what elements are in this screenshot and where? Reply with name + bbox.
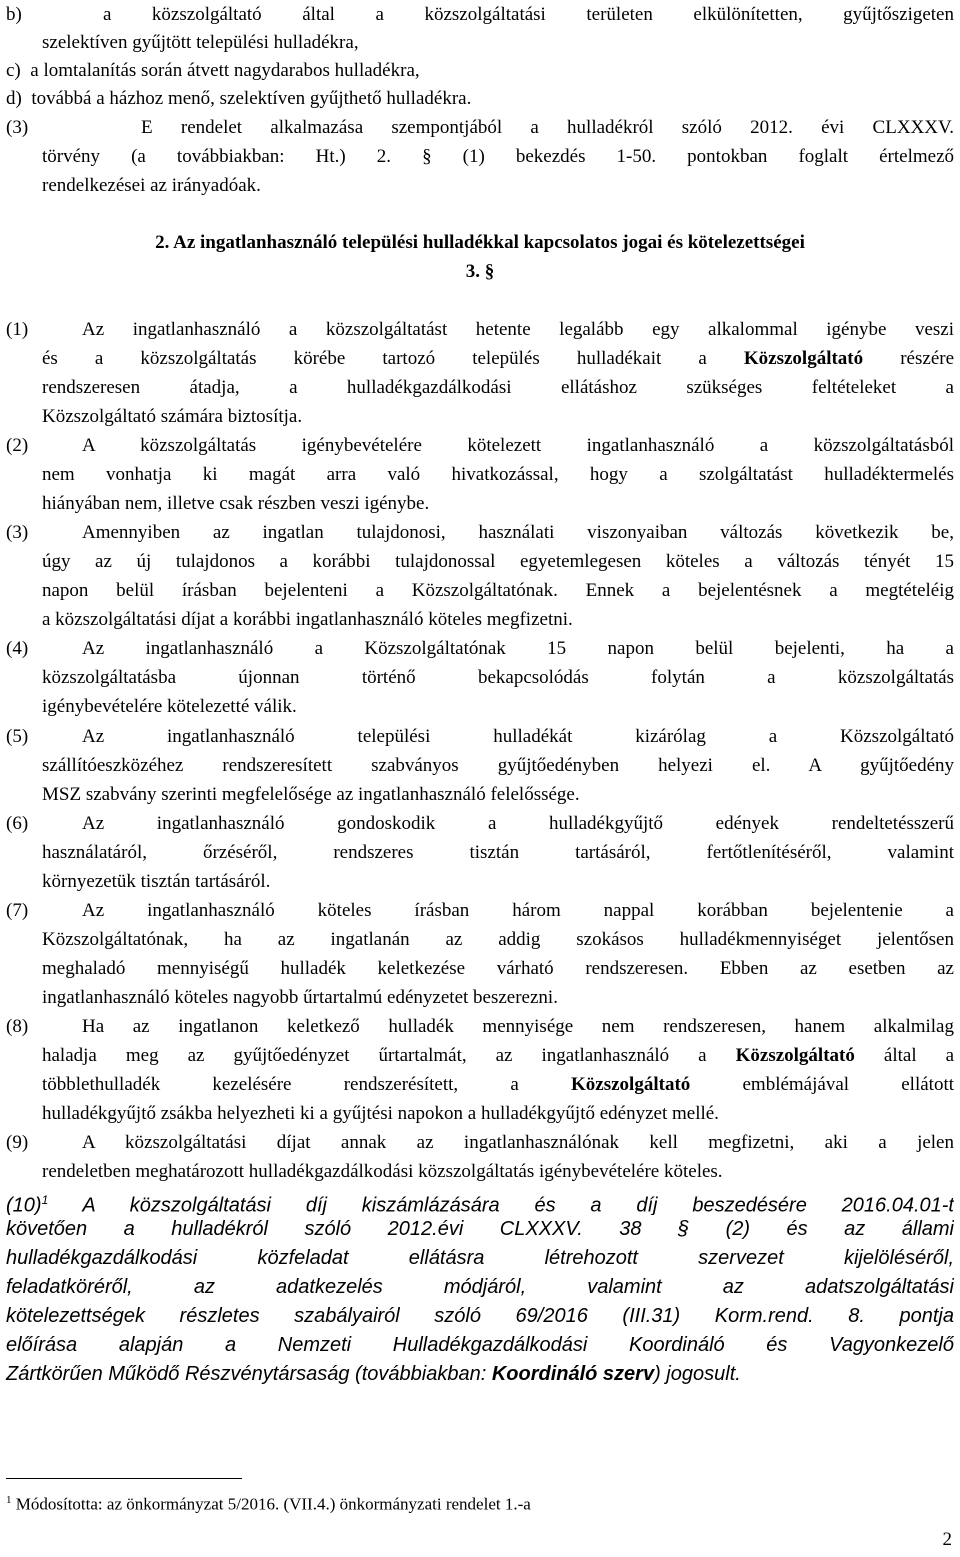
para-number: (7) — [6, 900, 29, 921]
para8-line2: haladja meg az gyűjtőedényzet űrtartalmát, az ingatlanhasználó a Közszolgáltató által a — [42, 1045, 954, 1066]
paragraph-3-line2: törvény (a továbbiakban: Ht.) 2. § (1) bekezdés 1-50. pontokban foglalt értelmező — [42, 146, 954, 167]
para6-line1: Az ingatlanhasználó gondoskodik a hulladékgyűjtő edények rendeltetésszerű — [82, 813, 954, 834]
footnote-mark: 1 — [6, 1494, 12, 1506]
para3-line3: napon belül írásban bejelenteni a Közszolgáltatónak. Ennek a bejelentésnek a megtételéig — [42, 580, 954, 601]
para10-line1: $(10)^1$ A közszolgáltatási díj kiszámlázására és a díj beszedésére 2016.04.01-t — [6, 1193, 954, 1215]
list-item-c: c) a lomtalanítás során átvett nagydarabos hulladékra, — [6, 60, 420, 81]
para1-line1: Az ingatlanhasználó a közszolgáltatást hetente legalább egy alkalommal igénybe veszi — [82, 319, 954, 340]
para3-line2: úgy az új tulajdonos a korábbi tulajdonossal egyetemlegesen köteles a változás tényét 15 — [42, 551, 954, 572]
para5-line3: MSZ szabvány szerinti megfelelősége az ingatlanhasználó felelőssége. — [42, 784, 580, 805]
para10-line5: kötelezettségek részletes szabályairól szóló 69/2016 (III.31) Korm.rend. 8. pontja — [6, 1305, 954, 1327]
para10-line6: előírása alapján a Nemzeti Hulladékgazdálkodási Koordináló és Vagyonkezelő — [6, 1334, 954, 1356]
list-item-d: d) továbbá a házhoz menő, szelektíven gyűjthető hulladékra. — [6, 88, 472, 109]
para5-line1: Az ingatlanhasználó települési hulladékát kizárólag a Közszolgáltató — [82, 726, 954, 747]
para2-line3: hiányában nem, illetve csak részben veszi igénybe. — [42, 493, 430, 514]
para-number: (6) — [6, 813, 29, 834]
para10-line7: Zártkörűen Működő Részvénytársaság (továbbiakban: Koordináló szerv) jogosult. — [6, 1363, 741, 1385]
para1-line3: rendszeresen átadja, a hulladékgazdálkodási ellátáshoz szükséges feltételeket a — [42, 377, 954, 398]
para6-line3: környezetük tisztán tartásáról. — [42, 871, 271, 892]
para10-line2: követően a hulladékról szóló 2012.évi CLXXXV. 38 § (2) és az állami — [6, 1218, 954, 1240]
para1-line4: Közszolgáltató számára biztosítja. — [42, 406, 303, 427]
para-number: (2) — [6, 435, 29, 456]
para10-line4: feladatköréről, az adatkezelés módjáról, valamint az adatszolgáltatási — [6, 1276, 954, 1298]
para7-line1: Az ingatlanhasználó köteles írásban három nappal korábban bejelentenie a — [82, 900, 954, 921]
paragraph-3-line3: rendelkezései az irányadóak. — [42, 175, 261, 196]
para4-line1: Az ingatlanhasználó a Közszolgáltatónak 15 napon belül bejelenti, ha a — [82, 638, 954, 659]
footnote: $^1$ Módosította: az önkormányzat 5/2016. (VII.4.) önkormányzati rendelet 1.-a — [6, 1494, 531, 1514]
footnote-ref: 1 — [41, 1193, 49, 1207]
para4-line2: közszolgáltatásba újonnan történő bekapcsolódás folytán a közszolgáltatás — [42, 667, 954, 688]
footnote-separator — [6, 1478, 242, 1479]
paragraph-3-line1: (3) E rendelet alkalmazása szempontjából a hulladékról szóló 2012. évi CLXXXV. — [6, 117, 954, 138]
para3-line4: a közszolgáltatási díjat a korábbi ingatlanhasználó köteles megfizetni. — [42, 609, 573, 630]
para-number: (3) — [6, 522, 29, 543]
section-number: 3. § — [465, 261, 495, 282]
para6-line2: használatáról, őrzéséről, rendszeres tisztán tartásáról, fertőtlenítéséről, valamint — [42, 842, 954, 863]
para3-line1: Amennyiben az ingatlan tulajdonosi, használati viszonyaiban változás következik be, — [82, 522, 954, 543]
para9-line1: A közszolgáltatási díjat annak az ingatlanhasználónak kell megfizetni, aki a jelen — [82, 1132, 954, 1153]
para4-line3: igénybevételére kötelezetté válik. — [42, 696, 297, 717]
para2-line2: nem vonhatja ki magát arra való hivatkozással, hogy a szolgáltatást hulladéktermelés — [42, 464, 954, 485]
para8-line4: hulladékgyűjtő zsákba helyezheti ki a gyűjtési napokon a hulladékgyűjtő edényzet mellé. — [42, 1103, 719, 1124]
para5-line2: szállítóeszközéhez rendszeresített szabványos gyűjtőedényben helyezi el. A gyűjtőedény — [42, 755, 954, 776]
list-item-b-cont: szelektíven gyűjtött települési hulladékra, — [42, 32, 359, 53]
para7-line2: Közszolgáltatónak, ha az ingatlanán az addig szokásos hulladékmennyiséget jelentősen — [42, 929, 954, 950]
para10-line3: hulladékgazdálkodási közfeladat ellátásra létrehozott szervezet kijelöléséről, — [6, 1247, 954, 1269]
para-number: (5) — [6, 726, 29, 747]
para7-line4: ingatlanhasználó köteles nagyobb űrtartalmú edényzetet beszerezni. — [42, 987, 558, 1008]
para8-line3: többlethulladék kezelésére rendszerésített, a Közszolgáltató emblémájával ellátott — [42, 1074, 954, 1095]
para9-line2: rendeletben meghatározott hulladékgazdálkodási közszolgáltatás igénybevételére köteles. — [42, 1161, 723, 1182]
list-item-b: b) a közszolgáltató által a közszolgáltatási területen elkülönítetten, gyűjtőszigeten — [6, 4, 954, 25]
para7-line3: meghaladó mennyiségű hulladék keletkezése várható rendszeresen. Ebben az esetben az — [42, 958, 954, 979]
section-title: 2. Az ingatlanhasználó települési hulladékkal kapcsolatos jogai és kötelezettségei — [155, 232, 805, 253]
para1-line2: és a közszolgáltatás körébe tartozó település hulladékait a Közszolgáltató részére — [42, 348, 954, 369]
page-number: 2 — [942, 1529, 952, 1550]
para-number: (9) — [6, 1132, 29, 1153]
para-number: (1) — [6, 319, 29, 340]
para-number: (4) — [6, 638, 29, 659]
para8-line1: Ha az ingatlanon keletkező hulladék mennyisége nem rendszeresen, hanem alkalmilag — [82, 1016, 954, 1037]
para-number: (8) — [6, 1016, 29, 1037]
para2-line1: A közszolgáltatás igénybevételére kötelezett ingatlanhasználó a közszolgáltatásból — [82, 435, 954, 456]
